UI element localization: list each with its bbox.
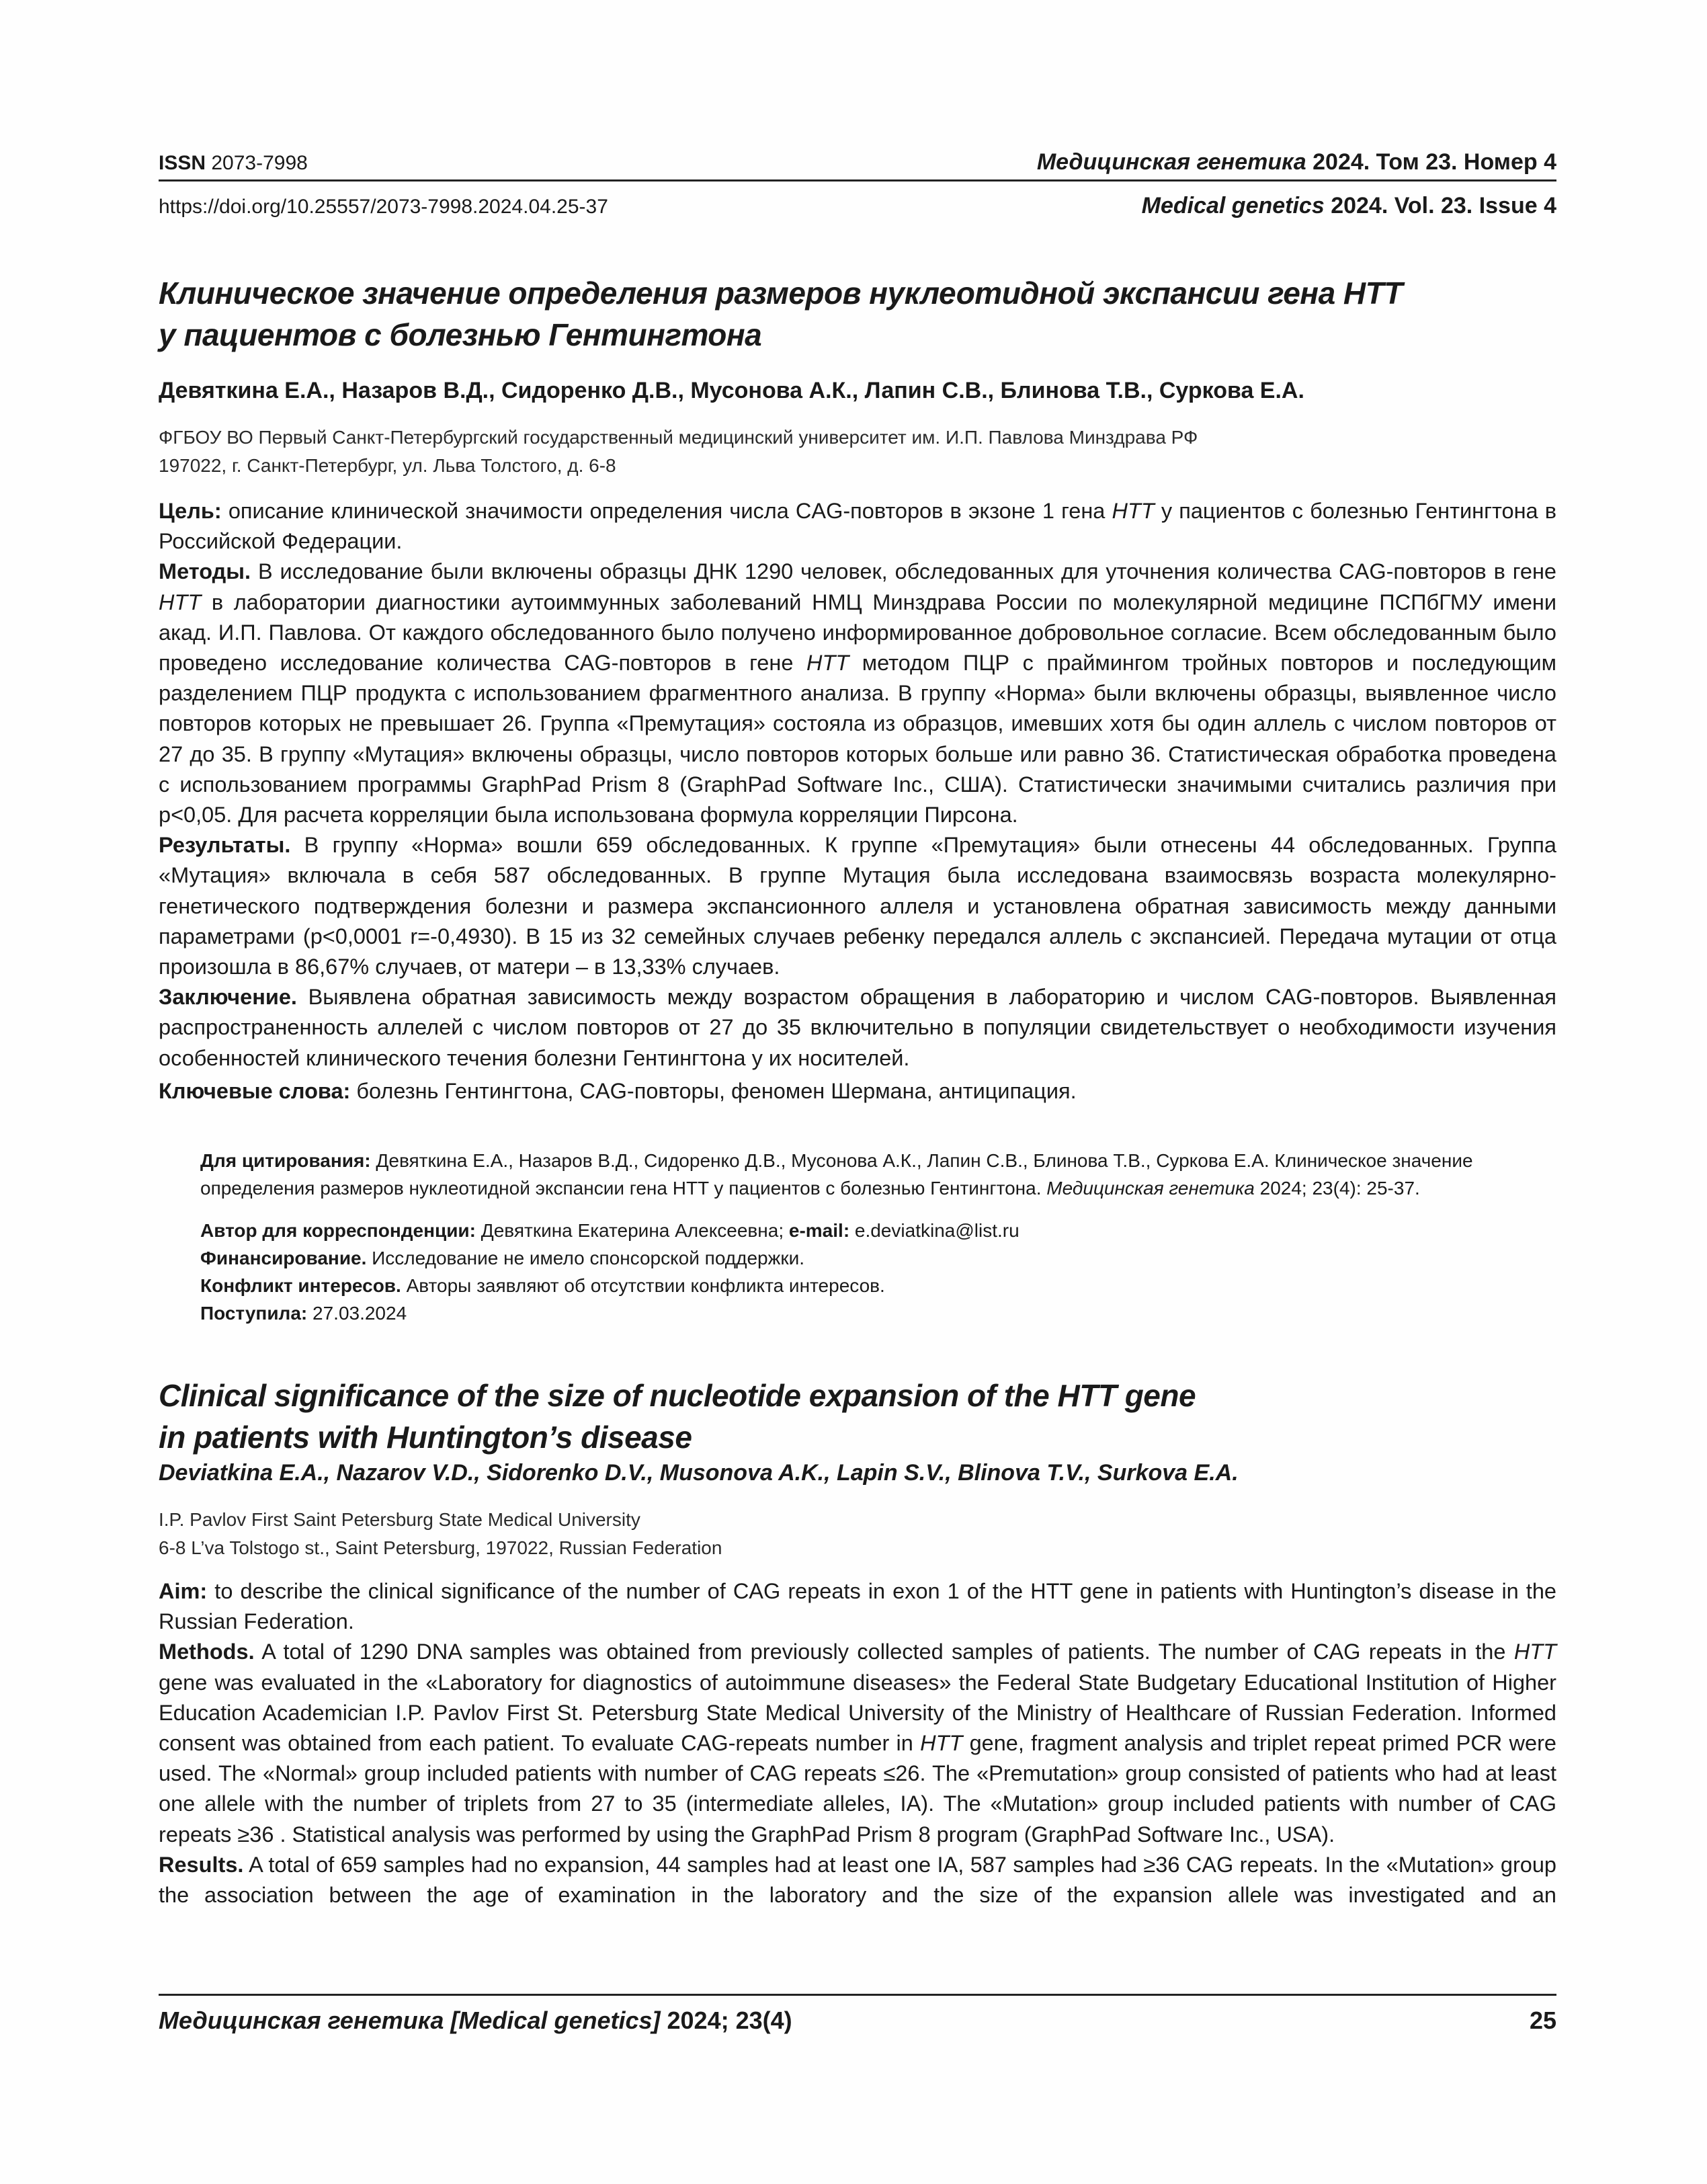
footer-rule xyxy=(159,1994,1556,1996)
abstract-results-en: Results. A total of 659 samples had no expansion, 44 samples had at least one IA, 587 samples had ≥36 CAG repeats. In the «Mutation» group the association between the age of examination in the laboratory and the size of the expansion allele was investigated and an xyxy=(159,1852,1556,1908)
authors-ru: Девяткина Е.А., Назаров В.Д., Сидоренко Д.В., Мусонова А.К., Лапин С.В., Блинова Т.В., Суркова Е.А. xyxy=(159,378,1304,403)
journal-title-en: Medical genetics 2024. Vol. 23. Issue 4 xyxy=(1141,193,1556,218)
page-footer xyxy=(159,2007,1556,2035)
journal-title-ru: Медицинская генетика 2024. Том 23. Номер 4 xyxy=(1036,149,1556,175)
conflict-of-interest: Конфликт интересов. Авторы заявляют об отсутствии конфликта интересов. xyxy=(200,1275,885,1296)
affiliation-en: I.P. Pavlov First Saint Petersburg State Medical University 6-8 L’va Tolstogo st., Saint Petersburg, 197022, Russian Federation xyxy=(159,1509,722,1558)
header-rule xyxy=(159,179,1556,181)
abstract-results-ru: Результаты. В группу «Норма» вошли 659 обследованных. К группе «Премутация» были отнесены 44 обследованных. Группа «Мутация» включала в себя 587 обследованных. В группе Мутация была исследована взаимосвязь возраста молекулярно-генетического подтверждения болезни и размера экспансионного аллеля и установлена обратная зависимость между данными параметрами (p<0,0001 r=-0,4930). В 15 из 32 семейных случаев ребенку передался аллель с экспансией. Передача мутации от отца произошла в 86,67% случаев, от матери – в 13,33% случаев. xyxy=(159,833,1556,979)
article-title-ru: Клиническое значение определения размеров нуклеотидной экспансии гена HTT у пациентов с болезнью Гентингтона xyxy=(159,276,1403,352)
correspondence-block xyxy=(200,1217,1556,1327)
abstract-en xyxy=(159,1576,1556,1910)
issn: ISSN 2073-7998 xyxy=(159,152,308,174)
abstract-methods-ru: Методы. В исследование были включены образцы ДНК 1290 человек, обследованных для уточнения количества CAG-повторов в гене HTT в лаборатории диагностики аутоиммунных заболеваний НМЦ Минздрава России по молекулярной медицине ПСПбГМУ имени акад. И.П. Павлова. От каждого обследованного было получено информированное добровольное согласие. Всем обследованным было проведено исследование количества CAG-повторов в гене HTT методом ПЦР с праймингом тройных повторов и последующим разделением ПЦР продукта с использованием фрагментного анализа. В группу «Норма» были включены образцы, выявленное число повторов которых не превышает 26. Группа «Премутация» состояла из образцов, имевших хотя бы один аллель с числом повторов от 27 до 35. В группу «Мутация» включены образцы, число повторов которых больше или равно 36. Статистическая обработка проведена с использованием программы GraphPad Prism 8 (GraphPad Software Inc., США). Статистически значимыми считались различия при p<0,05. Для расчета корреляции была использована формула корреляции Пирсона. xyxy=(159,559,1557,827)
citation-block: Для цитирования: Девяткина Е.А., Назаров В.Д., Сидоренко Д.В., Мусонова А.К., Лапин С.В., Блинова Т.В., Суркова Е.А. Клиническое значение определения размеров нуклеотидной экспансии гена HTT у пациентов с болезнью Гентингтона. Медицинская генетика 2024; 23(4): 25-37. xyxy=(200,1150,1473,1199)
running-header-bottom xyxy=(159,193,1556,219)
running-header-top xyxy=(159,149,1556,175)
footer-journal: Медицинская генетика [Medical genetics] 2024; 23(4) xyxy=(159,2007,792,2034)
doi-link[interactable]: https://doi.org/10.25557/2073-7998.2024.04.25-37 xyxy=(159,196,608,218)
corresponding-author: Автор для корреспонденции: Девяткина Екатерина Алексеевна; e-mail: e.deviatkina@list.ru xyxy=(200,1220,1019,1241)
abstract-methods-en: Methods. A total of 1290 DNA samples was obtained from previously collected samples of patients. The number of CAG repeats in the HTT gene was evaluated in the «Laboratory for diagnostics of autoimmune diseases» the Federal State Budgetary Educational Institution of Higher Education Academician I.P. Pavlov First St. Petersburg State Medical University of the Ministry of Healthcare of Russian Federation. Informed consent was obtained from each patient. To evaluate CAG-repeats number in HTT gene, fragment analysis and triplet repeat primed PCR were used. The «Normal» group included patients with number of CAG repeats ≤26. The «Premutation» group consisted of patients who had at least one allele with the number of triplets from 27 to 35 (intermediate alleles, IA). The «Mutation» group included patients with number of CAG repeats ≥36 . Statistical analysis was performed by using the GraphPad Prism 8 program (GraphPad Software Inc., USA). xyxy=(159,1640,1556,1847)
affiliation-ru: ФГБОУ ВО Первый Санкт-Петербургский государственный медицинский университет им. И.П. Павлова Минздрава РФ 197022, г. Санкт-Петербург, ул. Льва Толстого, д. 6-8 xyxy=(159,427,1198,476)
keywords-ru: Ключевые слова: болезнь Гентингтона, CAG-повторы, феномен Шермана, антиципация. xyxy=(159,1078,1077,1103)
abstract-aim-en: Aim: to describe the clinical significance of the number of CAG repeats in exon 1 of the HTT gene in patients with Huntington’s disease in the Russian Federation. xyxy=(159,1579,1556,1634)
funding: Финансирование. Исследование не имело спонсорской поддержки. xyxy=(200,1248,805,1268)
page-number: 25 xyxy=(1529,2007,1556,2034)
received-date: Поступила: 27.03.2024 xyxy=(200,1303,407,1324)
email-link[interactable]: e.deviatkina@list.ru xyxy=(849,1220,1019,1241)
abstract-conclusion-ru: Заключение. Выявлена обратная зависимость между возрастом обращения в лабораторию и числом CAG-повторов. Выявленная распространенность аллелей с числом повторов от 27 до 35 включительно в популяции свидетельствует о необходимости изучения особенностей клинического течения болезни Гентингтона у их носителей. xyxy=(159,985,1556,1070)
authors-en: Deviatkina E.A., Nazarov V.D., Sidorenko D.V., Musonova A.K., Lapin S.V., Blinova T.V., Surkova E.A. xyxy=(159,1460,1239,1486)
abstract-ru xyxy=(159,496,1556,1106)
article-title-en: Clinical significance of the size of nucleotide expansion of the HTT gene in patients with Huntington’s disease xyxy=(159,1378,1196,1455)
abstract-aim-ru: Цель: описание клинической значимости определения числа CAG-повторов в экзоне 1 гена HTT у пациентов с болезнью Гентингтона в Российской Федерации. xyxy=(159,499,1556,554)
